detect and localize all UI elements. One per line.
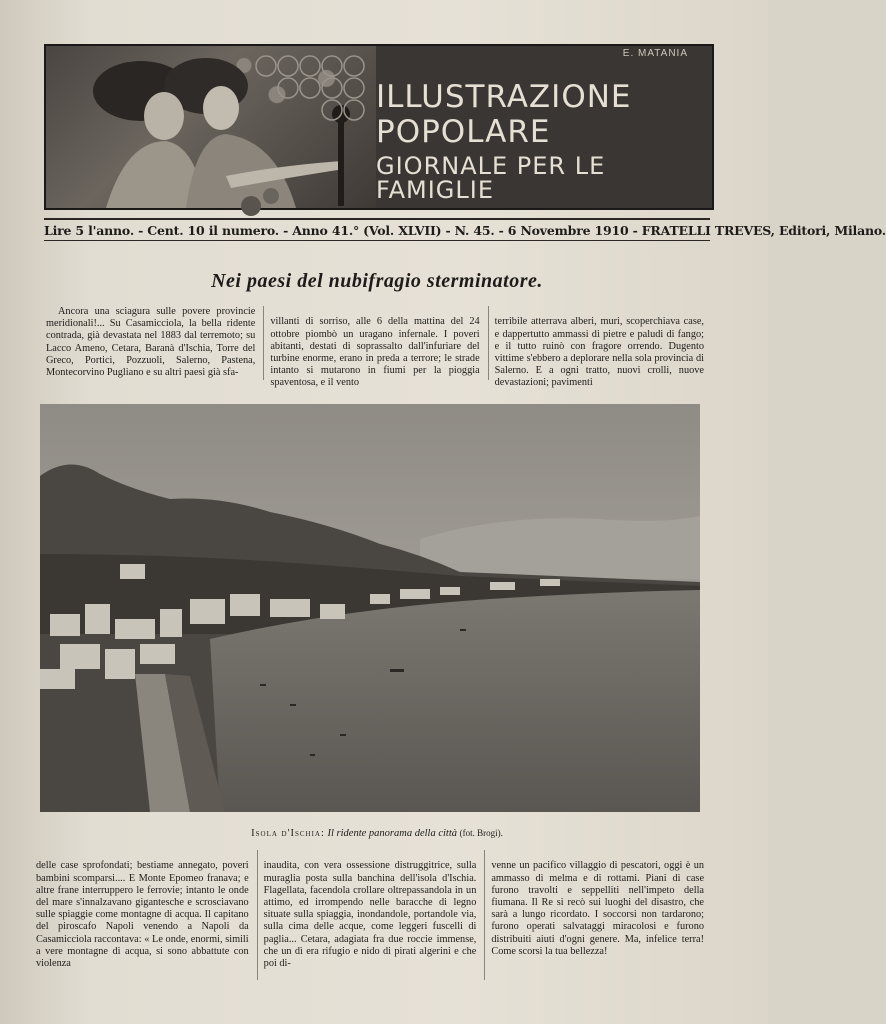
body-text-columns bbox=[36, 850, 704, 980]
masthead-title bbox=[376, 79, 706, 204]
caption-description: Il ridente panorama della città bbox=[327, 828, 457, 839]
panorama-image bbox=[40, 404, 700, 812]
article-headline: Nei paesi del nubifragio sterminatore. bbox=[211, 270, 543, 292]
intro-column-2 bbox=[263, 306, 480, 389]
intro-column-2-text: villanti di sorriso, alle 6 della mattina del 24 ottobre piombò un uragano infernale. I poveri abitanti, destati di soprassalto dall'infuriare del turbine enorme, erano in preda a terrore; le strade intanto si mutarono in fiumi per la pioggia spaventosa, e il vento bbox=[270, 316, 480, 389]
body-column-3-text: venne un pacifico villaggio di pescatori, oggi è un ammasso di melma e di rottami. Piani di case furono travolti e seppelliti nell'impeto della fiumana. Il Re si recò sui luoghi del disastro, che sarà a lungo ricordato. I soccorsi non tardarono; furono operati salvataggi miracolosi e furono distribuiti aiuti d'ogni genere. Ma, infelice terra! Come scorsi la tua bellezza! bbox=[491, 860, 705, 957]
intro-text-columns bbox=[46, 306, 704, 389]
intro-column-1 bbox=[46, 306, 255, 380]
body-column-3 bbox=[484, 850, 704, 980]
intro-column-3-text: terribile atterrava alberi, muri, scoperchiava case, e dappertutto ammassi di pietre e paludi di fango; e il tutto ruinò con fragore orrendo. Dugento vittime s'ebbero a deplorare nella sola provincia di Salerno. E a ogni tratto, nuovi crolli, nuove devastazioni; pavimenti bbox=[494, 316, 704, 389]
title-line-3: GIORNALE PER LE FAMIGLIE bbox=[376, 152, 606, 204]
ischia-panorama-photo bbox=[40, 404, 700, 812]
women-illustration-image bbox=[46, 46, 376, 208]
title-line-1: ILLUSTRAZIONE bbox=[376, 79, 632, 115]
masthead-illustration bbox=[46, 46, 376, 208]
body-column-2-text: inaudita, con vera ossessione distruggitrice, sulla muraglia posta sulla banchina dell'isola d'Ischia. Flagellata, facendola crollare oltrepassandola in un attimo, ed irrompendo nelle baracche di legno situate sulla spiaggia, inondandole, portandole via, sulla cima delle acque, come leggeri fuscelli di paglia... Cetara, adagiata fra due roccie immense, che un dì era rifugio e nido di pirati algerini e che poi di- bbox=[263, 860, 477, 969]
title-line-2: POPOLARE bbox=[376, 114, 551, 150]
masthead-banner bbox=[44, 44, 714, 210]
intro-column-1-text: Ancora una sciagura sulle povere provincie meridionali!... Su Casamicciola, la bella ridente contrada, già devastata nel 1883 dal terremoto; su Lacco Ameno, Cetara, Baranà d'Ischia, Torre del Greco, Portici, Pozzuoli, Salerno, Pastena, Montecorvino Pugliano e su altri paesi già sfa- bbox=[46, 306, 256, 379]
body-column-2 bbox=[257, 850, 477, 980]
caption-credit: (fot. Brogi). bbox=[459, 828, 503, 838]
body-column-1 bbox=[36, 850, 249, 980]
photo-caption bbox=[44, 828, 710, 839]
intro-column-3 bbox=[488, 306, 704, 389]
illustrator-signature: E. MATANIA bbox=[622, 48, 688, 59]
body-column-1-text: delle case sprofondati; bestiame annegato, poveri bambini scomparsi.... E Monte Epomeo franava; e altre frane interruppero le ferrovie; intanto le onde del mare s'innalzavano gigantesche e scrosciavano sulle spiaggie come montagne di acqua. Il capitano del piroscafo Napoli venendo a Napoli da Casamicciola raccontava: « Le onde, enormi, simili a vere montagne di acqua, si sono abbattute con violenza bbox=[36, 860, 249, 969]
caption-place: Isola d'Ischia: bbox=[251, 828, 325, 839]
issue-info-line: Lire 5 l'anno. - Cent. 10 il numero. - Anno 41.° (Vol. XLVII) - N. 45. - 6 Novembre 1910 - FRATELLI TREVES, Editori, Milano. bbox=[44, 218, 710, 241]
